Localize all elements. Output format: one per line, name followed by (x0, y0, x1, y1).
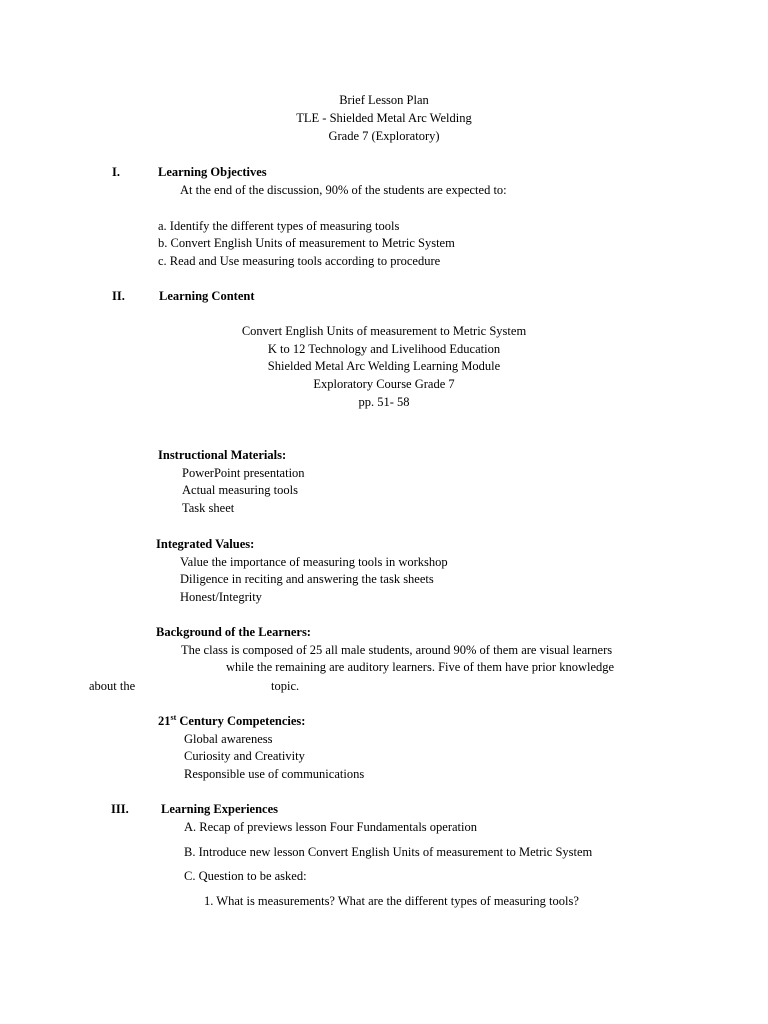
competency-item: Curiosity and Creativity (184, 749, 305, 763)
section-1-heading: Learning Objectives (158, 165, 267, 179)
section-3-heading: Learning Experiences (161, 802, 279, 816)
experience-item: C. Question to be asked: (184, 869, 307, 883)
material-item: Actual measuring tools (182, 483, 298, 497)
competencies-heading: 21st Century Competencies: (158, 712, 306, 728)
section-1-numeral: I. (112, 165, 120, 179)
competency-item: Global awareness (184, 732, 273, 746)
objective-item: c. Read and Use measuring tools according to procedure (158, 254, 441, 268)
value-item: Honest/Integrity (180, 590, 262, 604)
content-pages: pp. 51- 58 (358, 395, 410, 409)
material-item: PowerPoint presentation (182, 466, 305, 480)
background-text: about the (89, 679, 136, 693)
value-item: Diligence in reciting and answering the task sheets (180, 572, 434, 586)
background-heading: Background of the Learners: (156, 625, 311, 639)
section-2-heading: Learning Content (159, 289, 255, 303)
content-line: Shielded Metal Arc Welding Learning Module (267, 359, 501, 373)
background-text: The class is composed of 25 all male students, around 90% of them are visual learners (181, 643, 613, 657)
section-3-numeral: III. (111, 802, 129, 816)
question-item: 1. What is measurements? What are the different types of measuring tools? (204, 894, 579, 908)
competency-item: Responsible use of communications (184, 767, 365, 781)
objectives-intro: At the end of the discussion, 90% of the students are expected to: (180, 183, 507, 197)
background-text: while the remaining are auditory learners. Five of them have prior knowledge (226, 660, 615, 674)
values-heading: Integrated Values: (156, 537, 255, 551)
objective-item: b. Convert English Units of measurement to Metric System (158, 236, 455, 250)
background-text: topic. (271, 679, 300, 693)
material-item: Task sheet (182, 501, 235, 515)
content-line: Convert English Units of measurement to Metric System (241, 324, 527, 338)
section-2-numeral: II. (112, 289, 125, 303)
content-line: Exploratory Course Grade 7 (313, 377, 455, 391)
experience-item: A. Recap of previews lesson Four Fundamentals operation (184, 820, 477, 834)
value-item: Value the importance of measuring tools in workshop (180, 555, 448, 569)
content-line: K to 12 Technology and Livelihood Education (267, 342, 501, 356)
doc-title: Brief Lesson Plan (339, 93, 429, 107)
doc-grade: Grade 7 (Exploratory) (328, 129, 440, 143)
materials-heading: Instructional Materials: (158, 448, 287, 462)
doc-subject: TLE - Shielded Metal Arc Welding (296, 111, 472, 125)
objective-item: a. Identify the different types of measuring tools (158, 219, 400, 233)
experience-item: B. Introduce new lesson Convert English Units of measurement to Metric System (184, 845, 593, 859)
